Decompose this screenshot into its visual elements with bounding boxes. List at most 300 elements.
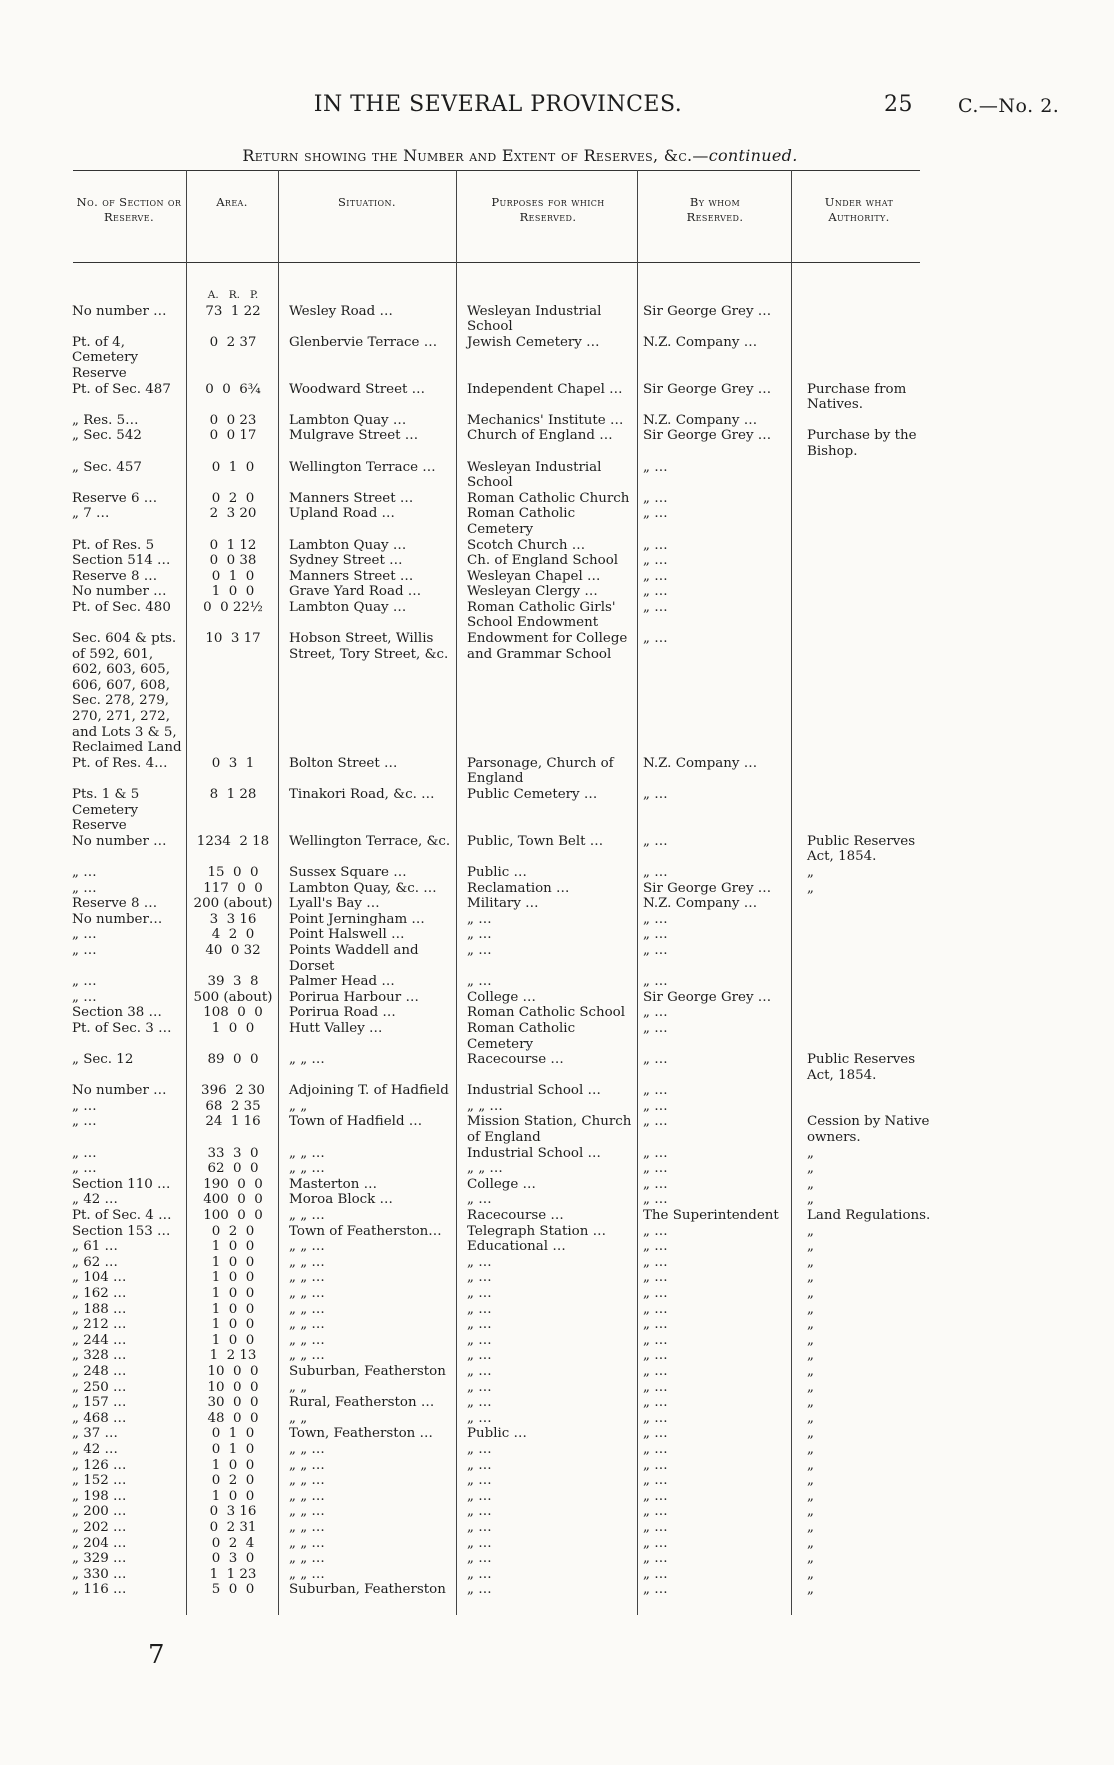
cell-by-whom: „ … (643, 1473, 668, 1489)
cell-authority: Land Regulations. (807, 1208, 931, 1224)
cell-purpose: Telegraph Station … (467, 1223, 606, 1239)
cell-situation: „ „ … (289, 1161, 325, 1177)
cell-number: Sec. 604 & pts. of 592, 601, 602, 603, 605, 606, 607, 608, Sec. 278, 279, 270, 271, 272, and Lots 3 & 5, Reclaimed Land (72, 631, 182, 756)
cell-number: „ Sec. 542 (72, 428, 142, 444)
cell-by-whom: „ … (643, 537, 668, 553)
cell-by-whom: „ … (643, 833, 668, 849)
cell-situation: „ „ … (289, 1208, 325, 1224)
table-row (68, 1395, 942, 1411)
cell-authority: „ (807, 1488, 814, 1504)
cell-authority (793, 569, 942, 585)
cell-situation: Town of Hadfield … (289, 1114, 423, 1130)
cell-area: 0 2 0 (211, 1223, 255, 1239)
top-rule (73, 170, 920, 171)
cell-area: 0 0 23 (209, 412, 257, 428)
table-row (68, 1192, 942, 1208)
cell-situation: Moroa Block … (289, 1192, 393, 1208)
cell-number: „ 62 … (72, 1254, 118, 1270)
cell-situation: Palmer Head … (289, 974, 395, 990)
cell-by-whom: „ … (643, 553, 668, 569)
cell-area: 8 1 28 (209, 787, 257, 802)
cell-number: No number … (72, 833, 167, 849)
cell-by-whom: Sir George Grey … (643, 381, 772, 397)
cell-authority: Public Reserves Act, 1854. (807, 833, 916, 865)
cell-purpose: Jewish Cemetery … (467, 334, 600, 350)
cell-by-whom: „ … (643, 459, 668, 475)
reserves-table (68, 288, 942, 1598)
cell-number: No number… (72, 911, 163, 927)
cell-area: 100 0 0 (203, 1208, 263, 1224)
cell-purpose: „ … (467, 1457, 492, 1473)
cell-number: „ 198 … (72, 1488, 127, 1504)
column-header-authority: Under what Authority. (824, 195, 894, 224)
cell-situation: Point Jerningham … (289, 911, 425, 927)
cell-number: Reserve 6 … (72, 490, 158, 506)
cell-area: 0 2 31 (209, 1519, 257, 1535)
cell-number: „ … (72, 1098, 97, 1114)
cell-authority: „ (807, 1410, 814, 1426)
cell-situation: Manners Street … (289, 490, 414, 506)
table-row (68, 912, 942, 928)
cell-area: 200 (about) (193, 896, 273, 912)
cell-by-whom: „ … (643, 1317, 668, 1333)
cell-situation: Suburban, Featherston (289, 1582, 446, 1598)
cell-situation: „ „ … (289, 1317, 325, 1333)
cell-number: Pt. of Sec. 487 (72, 381, 171, 397)
cell-by-whom: „ … (643, 490, 668, 506)
cell-situation: Glenbervie Terrace … (289, 334, 438, 350)
cell-purpose: Roman Catholic Girls' School Endowment (467, 599, 616, 631)
cell-situation: Town of Featherston… (289, 1223, 442, 1239)
cell-area: 1 0 0 (211, 1239, 255, 1255)
cell-number: „ 42 … (72, 1441, 118, 1457)
table-row (68, 428, 942, 459)
cell-situation: „ „ … (289, 1239, 325, 1255)
cell-number: Pt. of Sec. 480 (72, 599, 171, 615)
cell-area: 3 3 16 (209, 911, 257, 927)
cell-situation: „ „ … (289, 1441, 325, 1457)
cell-situation: Porirua Road … (289, 1005, 396, 1021)
cell-number: „ 104 … (72, 1270, 127, 1286)
cell-authority: „ (807, 1519, 814, 1535)
cell-purpose: College … (467, 989, 536, 1005)
table-row (68, 1489, 942, 1505)
cell-situation: Masterton … (289, 1176, 377, 1192)
cell-authority (793, 491, 942, 507)
cell-authority: „ (807, 1348, 814, 1364)
cell-area: 24 1 16 (205, 1114, 261, 1130)
cell-authority: „ (807, 1270, 814, 1286)
cell-situation: „ „ … (289, 1301, 325, 1317)
cell-by-whom: „ … (643, 1270, 668, 1286)
table-row (68, 413, 942, 429)
cell-area: 0 3 1 (211, 755, 255, 771)
cell-situation: „ „ … (289, 1504, 325, 1520)
cell-area: 500 (about) (193, 989, 273, 1005)
cell-number: No number … (72, 303, 167, 319)
table-row (68, 865, 942, 881)
cell-authority: „ (807, 1223, 814, 1239)
cell-purpose: Church of England … (467, 428, 613, 444)
cell-area: 1 0 0 (211, 1317, 255, 1333)
cell-authority (793, 974, 942, 990)
table-row (68, 1551, 942, 1567)
cell-area: 62 0 0 (207, 1161, 259, 1177)
table-row (68, 1536, 942, 1552)
cell-number: „ … (72, 942, 97, 958)
cell-by-whom: „ … (643, 1052, 668, 1068)
cell-by-whom: „ … (643, 584, 668, 600)
table-row (68, 584, 942, 600)
cell-situation: „ „ … (289, 1145, 325, 1161)
cell-by-whom: The Superintendent (643, 1208, 779, 1224)
cell-authority: „ (807, 1286, 814, 1301)
cell-area: 0 2 4 (211, 1535, 255, 1551)
cell-area: 0 2 0 (211, 1473, 255, 1489)
cell-by-whom: N.Z. Company … (643, 896, 758, 912)
cell-area: 0 2 0 (211, 490, 255, 506)
cell-number: „ 7 … (72, 506, 110, 522)
cell-authority: „ (807, 1379, 814, 1395)
column-header-area: Area. (216, 195, 248, 209)
cell-area: 190 0 0 (203, 1176, 263, 1192)
cell-purpose: Roman Catholic School (467, 1005, 626, 1021)
cell-situation: „ „ … (289, 1551, 325, 1567)
cell-authority (793, 460, 942, 491)
cell-area: 0 3 16 (209, 1504, 257, 1520)
cell-number: Section 110 … (72, 1176, 171, 1192)
cell-number: „ 468 … (72, 1410, 127, 1426)
table-row (68, 460, 942, 491)
cell-authority: „ (807, 1457, 814, 1473)
cell-authority: „ (807, 1535, 814, 1551)
table-row (68, 1426, 942, 1442)
cell-purpose: „ … (467, 1395, 492, 1411)
cell-purpose: „ … (467, 1348, 492, 1364)
cell-purpose: Roman Catholic Church (467, 490, 630, 506)
cell-number: Pt. of Res. 5 (72, 537, 155, 553)
table-row (68, 382, 942, 413)
cell-authority (793, 927, 942, 943)
cell-by-whom: „ … (643, 1005, 668, 1021)
cell-area: 1 1 23 (209, 1566, 257, 1582)
cell-purpose: „ … (467, 1473, 492, 1489)
cell-number: No number … (72, 584, 167, 600)
cell-number: Pts. 1 & 5 Cemetery Reserve (72, 787, 140, 834)
cell-situation: Point Halswell … (289, 927, 405, 943)
cell-area: 1 2 13 (209, 1348, 257, 1364)
cell-situation: Lambton Quay … (289, 599, 407, 615)
cell-purpose: Mission Station, Church of England (467, 1114, 632, 1146)
cell-situation: Wellington Terrace … (289, 459, 436, 475)
cell-purpose: College … (467, 1176, 536, 1192)
cell-authority: „ (807, 1254, 814, 1270)
cell-authority (793, 943, 942, 974)
cell-purpose: „ „ … (467, 1098, 503, 1114)
cell-by-whom: „ … (643, 1566, 668, 1582)
cell-authority (793, 335, 942, 382)
cell-number: „ 244 … (72, 1332, 127, 1348)
cell-area: 15 0 0 (207, 864, 259, 880)
cell-number: „ 188 … (72, 1301, 127, 1317)
cell-situation: Mulgrave Street … (289, 428, 419, 444)
cell-purpose: „ … (467, 1286, 492, 1301)
cell-purpose: „ … (467, 1192, 492, 1208)
cell-number: „ … (72, 989, 97, 1005)
cell-purpose: Roman Catholic Cemetery (467, 506, 576, 537)
cell-authority: „ (807, 1582, 814, 1598)
cell-number: „ 250 … (72, 1379, 127, 1395)
cell-area: 4 2 0 (211, 927, 255, 943)
cell-purpose: Parsonage, Church of England (467, 755, 614, 787)
cell-situation: Woodward Street … (289, 381, 426, 397)
cell-by-whom: „ … (643, 974, 668, 990)
table-row (68, 974, 942, 990)
cell-number: „ Sec. 12 (72, 1052, 134, 1068)
cell-purpose: „ … (467, 1582, 492, 1598)
cell-area: 48 0 0 (207, 1410, 259, 1426)
cell-situation: „ „ … (289, 1052, 325, 1068)
cell-area: 5 0 0 (211, 1582, 255, 1598)
cell-situation: Lambton Quay … (289, 412, 407, 428)
cell-situation: „ „ … (289, 1519, 325, 1535)
cell-authority (793, 912, 942, 928)
cell-by-whom: „ … (643, 631, 668, 647)
cell-purpose: Military … (467, 896, 539, 912)
cell-situation: Hobson Street, Willis Street, Tory Street, &c. (289, 631, 449, 662)
cell-by-whom: „ … (643, 1582, 668, 1598)
cell-area: 1 0 0 (211, 1254, 255, 1270)
table-row (68, 943, 942, 974)
column-header-number: No. of Section or Reserve. (76, 195, 182, 224)
cell-area: 73 1 22 (205, 303, 261, 319)
cell-by-whom: „ … (643, 1083, 668, 1099)
cell-purpose: Endowment for College and Grammar School (467, 631, 628, 662)
cell-by-whom: Sir George Grey … (643, 880, 772, 896)
cell-situation: Hutt Valley … (289, 1020, 383, 1036)
table-row (68, 1364, 942, 1380)
table-caption (150, 146, 890, 165)
cell-by-whom: „ … (643, 942, 668, 958)
cell-authority: Public Reserves Act, 1854. (807, 1052, 916, 1083)
cell-authority: „ (807, 864, 814, 880)
cell-area: 400 0 0 (203, 1192, 263, 1208)
cell-area: 0 1 0 (211, 568, 255, 584)
table-row (68, 1177, 942, 1193)
cell-authority (793, 1099, 942, 1115)
cell-area: 117 0 0 (203, 880, 263, 896)
header-rule (73, 262, 920, 263)
cell-by-whom: „ … (643, 864, 668, 880)
cell-purpose: „ … (467, 927, 492, 943)
cell-number: No number … (72, 1083, 167, 1099)
cell-purpose: Educational … (467, 1239, 566, 1255)
cell-purpose: „ … (467, 1270, 492, 1286)
cell-authority (793, 413, 942, 429)
cell-authority (793, 506, 942, 537)
cell-situation: Lyall's Bay … (289, 896, 380, 912)
cell-authority: Cession by Native owners. (807, 1114, 930, 1146)
cell-by-whom: „ … (643, 1519, 668, 1535)
table-row (68, 1255, 942, 1271)
cell-authority (793, 1083, 942, 1099)
cell-number: „ … (72, 880, 97, 896)
cell-purpose: Wesleyan Industrial School (467, 303, 602, 335)
cell-area: 33 3 0 (207, 1145, 259, 1161)
cell-authority (793, 553, 942, 569)
cell-authority: „ (807, 1473, 814, 1489)
cell-area: 0 0 6¾ (205, 381, 261, 397)
table-row (68, 538, 942, 554)
cell-authority: „ (807, 1239, 814, 1255)
table-row (68, 1333, 942, 1349)
cell-situation: Adjoining T. of Hadfield (289, 1083, 449, 1099)
cell-area: 0 0 17 (209, 428, 257, 444)
cell-by-whom: „ … (643, 1192, 668, 1208)
cell-by-whom: „ … (643, 1379, 668, 1395)
cell-by-whom: „ … (643, 1145, 668, 1161)
table-row (68, 1567, 942, 1583)
cell-area: 40 0 32 (205, 942, 261, 958)
cell-area: 68 2 35 (205, 1098, 261, 1114)
cell-situation: „ „ … (289, 1473, 325, 1489)
cell-authority: Purchase by the Bishop. (807, 428, 917, 459)
table-row (68, 1458, 942, 1474)
cell-by-whom: N.Z. Company … (643, 412, 758, 428)
cell-by-whom: „ … (643, 1301, 668, 1317)
cell-situation: Suburban, Featherston (289, 1363, 446, 1379)
cell-situation: „ „ … (289, 1535, 325, 1551)
cell-by-whom: „ … (643, 1332, 668, 1348)
table-row (68, 896, 942, 912)
table-row (68, 787, 942, 834)
cell-authority (793, 304, 942, 335)
cell-by-whom: „ … (643, 1395, 668, 1411)
cell-by-whom: „ … (643, 787, 668, 802)
table-row (68, 569, 942, 585)
cell-authority: „ (807, 1332, 814, 1348)
cell-number: Section 514 … (72, 553, 171, 569)
cell-number: Section 153 … (72, 1223, 171, 1239)
cell-purpose: „ … (467, 1332, 492, 1348)
cell-area: 0 0 22½ (203, 599, 263, 615)
cell-number: Pt. of 4, Cemetery Reserve (72, 334, 139, 381)
cell-by-whom: „ … (643, 1457, 668, 1473)
cell-number: „ … (72, 927, 97, 943)
table-caption-italic: continued. (708, 146, 798, 165)
table-caption-main: Return showing the Number and Extent of Reserves, &c.— (242, 146, 709, 165)
cell-area: 0 2 37 (209, 334, 257, 350)
cell-number: Section 38 … (72, 1005, 162, 1021)
table-row (68, 1099, 942, 1115)
table-row (68, 1582, 942, 1598)
cell-purpose: „ … (467, 1410, 492, 1426)
cell-situation: „ „ (289, 1379, 308, 1395)
cell-purpose: „ … (467, 1535, 492, 1551)
table-row (68, 1161, 942, 1177)
cell-situation: Rural, Featherston … (289, 1395, 435, 1411)
cell-authority: „ (807, 1566, 814, 1582)
cell-area: 1 0 0 (211, 1332, 255, 1348)
cell-number: Reserve 8 … (72, 568, 158, 584)
cell-by-whom: „ … (643, 1551, 668, 1567)
cell-purpose: „ … (467, 1301, 492, 1317)
cell-situation: Manners Street … (289, 568, 414, 584)
cell-area: 0 1 0 (211, 459, 255, 475)
page-number: 25 (884, 92, 913, 117)
cell-purpose: „ … (467, 1441, 492, 1457)
cell-area: 1234 2 18 (196, 833, 270, 849)
cell-situation: „ „ … (289, 1270, 325, 1286)
column-header-by-whom: By whom Reserved. (686, 195, 744, 224)
cell-authority: „ (807, 1145, 814, 1161)
cell-number: „ 330 … (72, 1566, 127, 1582)
cell-number: „ 329 … (72, 1551, 127, 1567)
cell-by-whom: „ … (643, 1020, 668, 1036)
cell-by-whom: „ … (643, 1254, 668, 1270)
cell-authority (793, 787, 942, 834)
cell-purpose: „ … (467, 1519, 492, 1535)
table-row (68, 1005, 942, 1021)
table-row (68, 1504, 942, 1520)
cell-number: „ Sec. 457 (72, 459, 142, 475)
cell-situation: „ „ … (289, 1566, 325, 1582)
cell-authority: „ (807, 1317, 814, 1333)
cell-by-whom: „ … (643, 911, 668, 927)
cell-purpose: Ch. of England School (467, 553, 619, 569)
cell-authority (793, 756, 942, 787)
cell-number: „ … (72, 974, 97, 990)
cell-by-whom: „ … (643, 1348, 668, 1364)
table-row (68, 1270, 942, 1286)
cell-purpose: „ … (467, 974, 492, 990)
table-row (68, 1239, 942, 1255)
cell-area: 39 3 8 (207, 974, 259, 990)
cell-by-whom: „ … (643, 1114, 668, 1130)
cell-authority: „ (807, 1426, 814, 1442)
cell-authority (793, 600, 942, 631)
cell-situation: Lambton Quay, &c. … (289, 880, 437, 896)
cell-area: 0 0 38 (209, 553, 257, 569)
table-row (68, 1473, 942, 1489)
cell-by-whom: „ … (643, 1504, 668, 1520)
cell-number: Pt. of Sec. 3 … (72, 1020, 172, 1036)
footer-mark: 7 (148, 1640, 165, 1670)
cell-authority (793, 1021, 942, 1052)
cell-situation: „ „ (289, 1410, 308, 1426)
cell-purpose: „ … (467, 1317, 492, 1333)
table-row (68, 1302, 942, 1318)
cell-situation: „ „ … (289, 1286, 325, 1301)
cell-number: „ 328 … (72, 1348, 127, 1364)
cell-purpose: Public, Town Belt … (467, 833, 604, 849)
cell-authority (793, 538, 942, 554)
table-row (68, 304, 942, 335)
cell-area: 0 3 0 (211, 1551, 255, 1567)
cell-purpose: Public … (467, 1426, 527, 1442)
cell-situation: Upland Road … (289, 506, 395, 522)
cell-purpose: Racecourse … (467, 1052, 564, 1068)
cell-number: Pt. of Sec. 4 … (72, 1208, 172, 1224)
cell-purpose: Public … (467, 864, 527, 880)
column-header-purposes: Purposes for which Reserved. (491, 195, 605, 224)
cell-purpose: Independent Chapel … (467, 381, 623, 397)
cell-number: „ Res. 5… (72, 412, 139, 428)
cell-authority: „ (807, 880, 814, 896)
cell-purpose: „ „ … (467, 1161, 503, 1177)
cell-purpose: „ … (467, 1488, 492, 1504)
cell-by-whom: „ … (643, 927, 668, 943)
